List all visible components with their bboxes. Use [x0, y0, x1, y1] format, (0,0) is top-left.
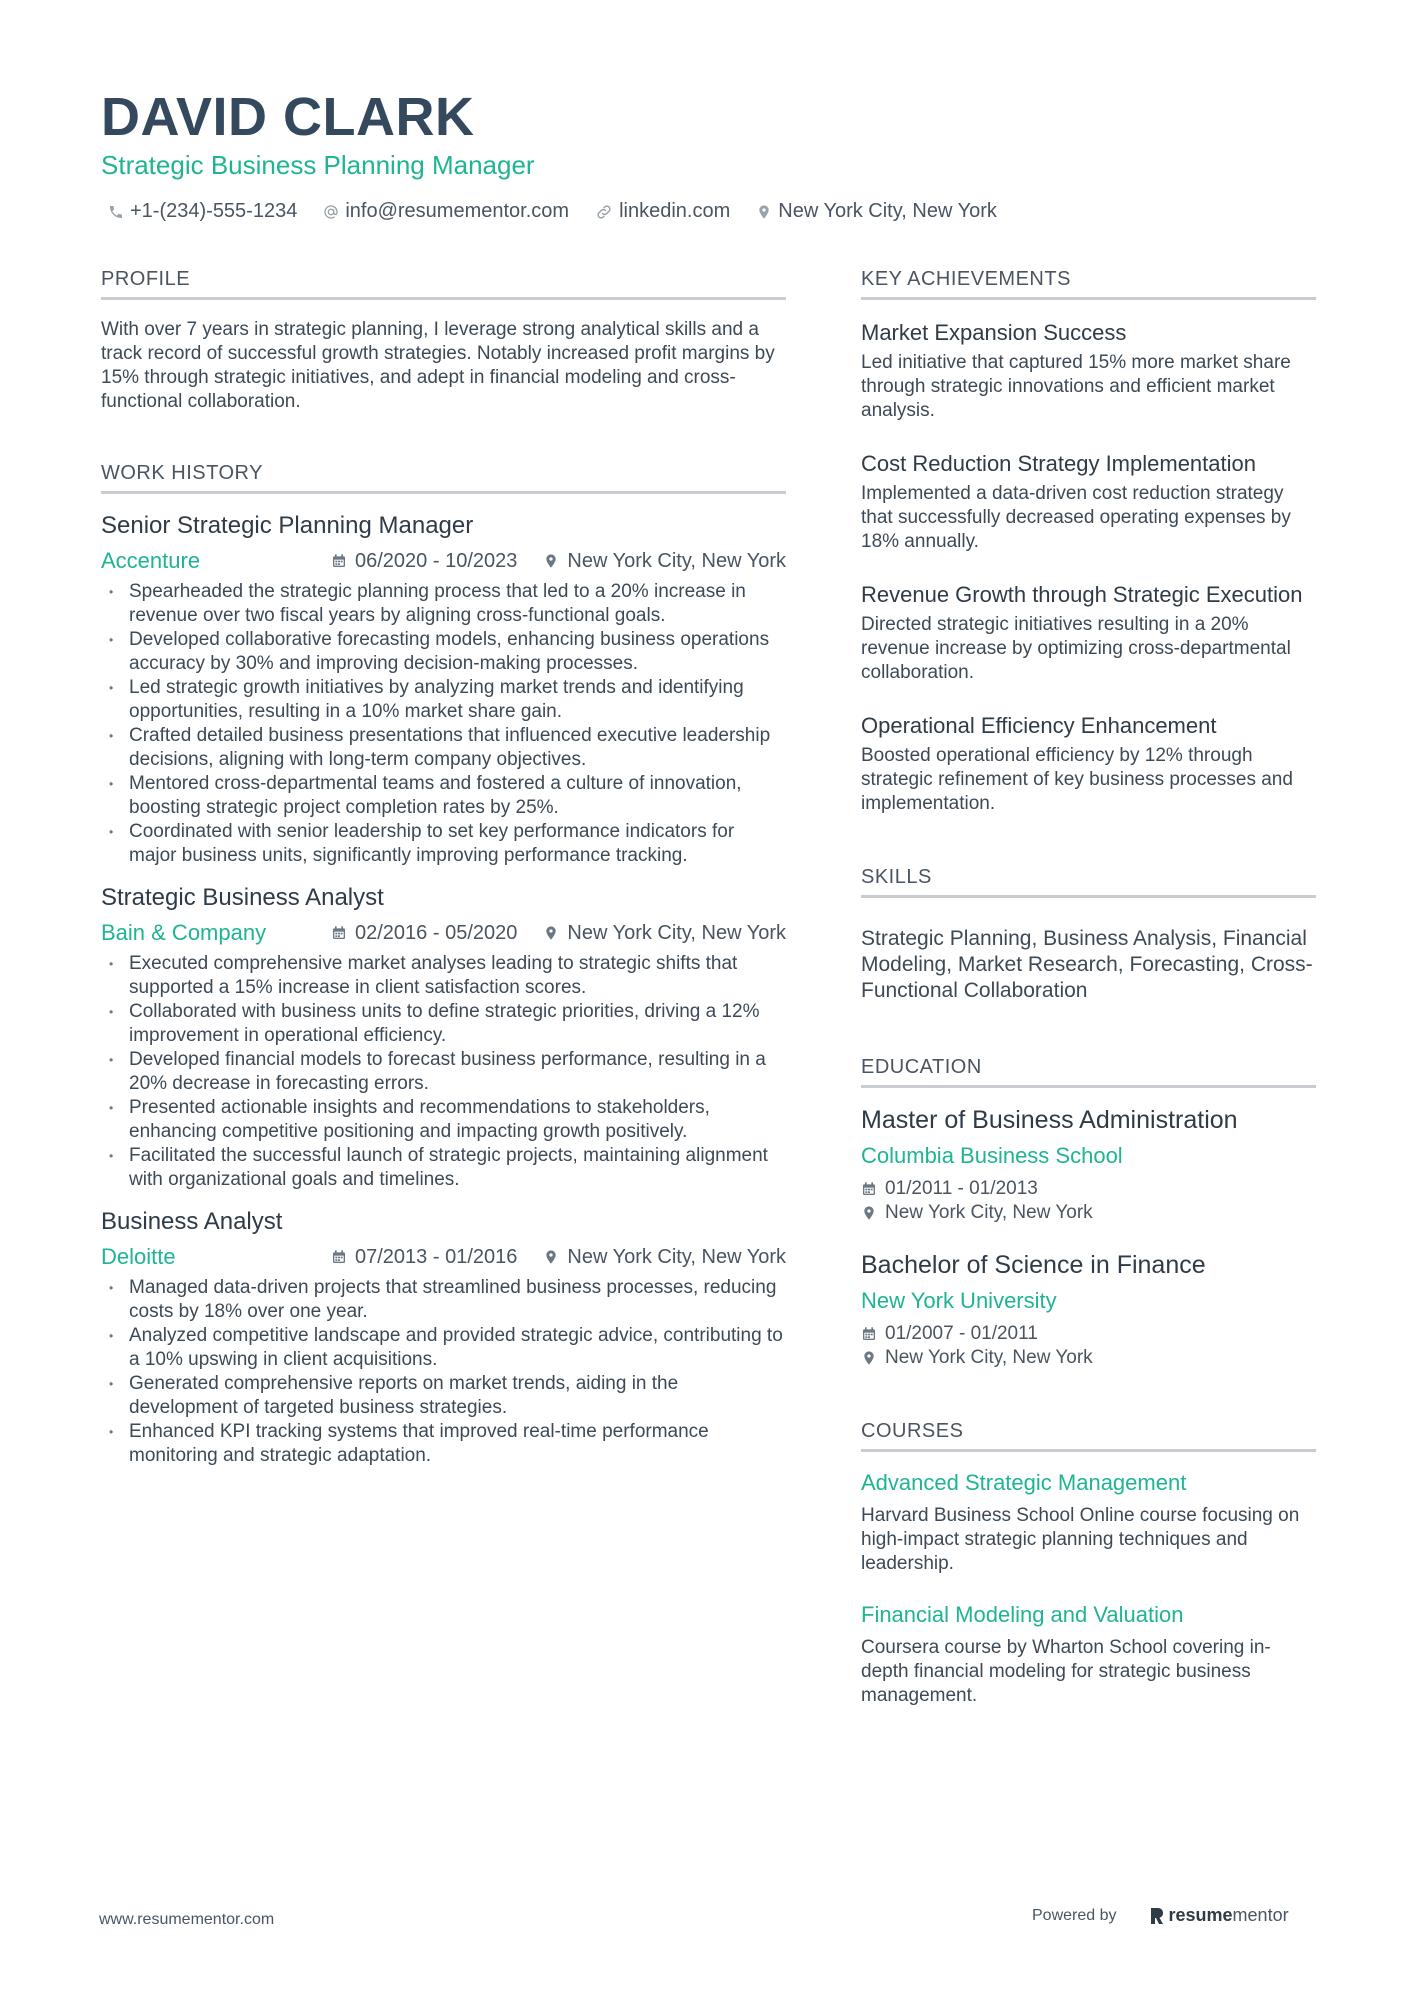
achievement-desc: Boosted operational efficiency by 12% through strategic refinement of key business processes and implementation. — [861, 745, 1293, 814]
contact-bar — [108, 200, 1023, 223]
skills-text: Strategic Planning, Business Analysis, Financial Modeling, Market Research, Forecasting, Cross-Functional Collaboration — [861, 927, 1313, 1002]
achievements-heading: KEY ACHIEVEMENTS — [861, 268, 1316, 300]
company-name: Bain & Company — [101, 920, 267, 945]
right-column — [861, 268, 1316, 1734]
job-title: Senior Strategic Planning Manager — [101, 512, 474, 539]
course-desc: Harvard Business School Online course focusing on high-impact strategic planning techniques and leadership. — [861, 1505, 1300, 1574]
contact-phone — [108, 200, 297, 223]
left-column — [101, 268, 786, 1484]
job-entry — [101, 512, 786, 868]
brand-bold: resume — [1168, 1905, 1233, 1925]
calendar-icon — [861, 1180, 877, 1198]
achievement-title: Market Expansion Success — [861, 320, 1127, 345]
map-pin-icon — [543, 924, 559, 942]
brand-light: mentor — [1232, 1905, 1289, 1925]
job-bullets — [101, 1276, 786, 1468]
map-pin-icon — [861, 1349, 877, 1367]
job-bullet: • Enhanced KPI tracking systems that improved real-time performance monitoring and strategic adaptation. — [101, 1420, 786, 1468]
job-bullet: • Facilitated the successful launch of strategic projects, maintaining alignment with organizational goals and timelines. — [101, 1144, 786, 1192]
calendar-icon — [331, 552, 347, 570]
map-pin-icon — [756, 203, 772, 221]
footer-powered — [1032, 1905, 1289, 1926]
job-bullet: • Spearheaded the strategic planning process that led to a 20% increase in revenue over two fiscal years by aligning cross-functional goals. — [101, 580, 786, 628]
profile-text: With over 7 years in strategic planning, I leverage strong analytical skills and a track record of successful growth strategies. Notably increased profit margins by 15% through strategic initiatives, and adept in financial modeling and cross-functional collaboration. — [101, 319, 775, 412]
job-bullet: • Executed comprehensive market analyses leading to strategic shifts that supported a 15% increase in client satisfaction scores. — [101, 952, 786, 1000]
profile-heading: PROFILE — [101, 268, 786, 300]
footer-website[interactable]: www.resumementor.com — [99, 1911, 275, 1928]
job-dates: 02/2016 - 05/2020 — [355, 921, 518, 944]
job-entry — [101, 884, 786, 1192]
achievement-title: Operational Efficiency Enhancement — [861, 713, 1217, 738]
job-bullet: • Analyzed competitive landscape and provided strategic advice, contributing to a 10% upswing in client acquisitions. — [101, 1324, 786, 1372]
job-title: Business Analyst — [101, 1208, 283, 1235]
job-bullet: • Led strategic growth initiatives by analyzing market trends and identifying opportunities, resulting in a 10% market share gain. — [101, 676, 786, 724]
contact-linkedin — [595, 200, 730, 223]
powered-by-text: Powered by — [1032, 1906, 1117, 1924]
achievement-item — [861, 318, 1316, 423]
job-meta — [101, 548, 786, 574]
location-text: New York City, New York — [778, 200, 997, 222]
job-bullet: • Coordinated with senior leadership to set key performance indicators for major business units, significantly improving performance tracking. — [101, 820, 786, 868]
map-pin-icon — [861, 1204, 877, 1222]
education-location: New York City, New York — [885, 1202, 1093, 1223]
map-pin-icon — [543, 1248, 559, 1266]
candidate-title: Strategic Business Planning Manager — [101, 150, 535, 180]
job-bullet: • Managed data-driven projects that streamlined business processes, reducing costs by 18% over one year. — [101, 1276, 786, 1324]
resumementor-logo-icon — [1149, 1906, 1165, 1926]
education-school: Columbia Business School — [861, 1143, 1123, 1168]
email-text: info@resumementor.com — [345, 200, 570, 222]
education-degree: Bachelor of Science in Finance — [861, 1251, 1206, 1279]
job-bullet: • Mentored cross-departmental teams and fostered a culture of innovation, boosting strategic project completion rates by 25%. — [101, 772, 786, 820]
achievement-item — [861, 580, 1316, 685]
courses-heading: COURSES — [861, 1420, 1316, 1452]
job-bullets — [101, 952, 786, 1192]
job-location: New York City, New York — [567, 1245, 786, 1268]
course-title: Advanced Strategic Management — [861, 1470, 1187, 1495]
course-item — [861, 1602, 1316, 1708]
job-meta — [101, 1244, 786, 1270]
achievement-title: Cost Reduction Strategy Implementation — [861, 451, 1256, 476]
company-name: Accenture — [101, 548, 201, 573]
achievement-desc: Led initiative that captured 15% more market share through strategic innovations and efficient market analysis. — [861, 352, 1291, 421]
education-school: New York University — [861, 1288, 1057, 1313]
achievement-item — [861, 449, 1316, 554]
education-item — [861, 1251, 1316, 1370]
job-meta — [101, 920, 786, 946]
achievement-desc: Implemented a data-driven cost reduction strategy that successfully decreased operating expenses by 18% annually. — [861, 483, 1291, 552]
job-bullet: • Presented actionable insights and recommendations to stakeholders, enhancing competitive positioning and impacting growth positively. — [101, 1096, 786, 1144]
map-pin-icon — [543, 552, 559, 570]
candidate-name: DAVID CLARK — [101, 87, 475, 147]
link-icon — [595, 203, 613, 221]
company-name: Deloitte — [101, 1244, 176, 1269]
education-item — [861, 1106, 1316, 1225]
course-desc: Coursera course by Wharton School covering in-depth financial modeling for strategic business management. — [861, 1637, 1271, 1706]
job-entry — [101, 1208, 786, 1468]
education-heading: EDUCATION — [861, 1056, 1316, 1088]
job-bullet: • Crafted detailed business presentations that influenced executive leadership decisions, aligning with long-term company objectives. — [101, 724, 786, 772]
job-bullet: • Developed collaborative forecasting models, enhancing business operations accuracy by 30% and improving decision-making processes. — [101, 628, 786, 676]
job-bullet: • Generated comprehensive reports on market trends, aiding in the development of targeted business strategies. — [101, 1372, 786, 1420]
calendar-icon — [331, 924, 347, 942]
skills-heading: SKILLS — [861, 866, 1316, 898]
job-bullet: • Developed financial models to forecast business performance, resulting in a 20% decrease in forecasting errors. — [101, 1048, 786, 1096]
calendar-icon — [861, 1325, 877, 1343]
linkedin-text: linkedin.com — [619, 200, 731, 222]
job-dates: 06/2020 - 10/2023 — [355, 549, 518, 572]
education-dates: 01/2007 - 01/2011 — [885, 1323, 1038, 1344]
phone-icon — [108, 204, 124, 220]
job-dates: 07/2013 - 01/2016 — [355, 1245, 518, 1268]
contact-location — [756, 200, 997, 223]
education-location: New York City, New York — [885, 1347, 1093, 1368]
at-icon — [323, 204, 339, 220]
job-location: New York City, New York — [567, 921, 786, 944]
calendar-icon — [331, 1248, 347, 1266]
course-title: Financial Modeling and Valuation — [861, 1602, 1184, 1627]
job-location: New York City, New York — [567, 549, 786, 572]
education-dates: 01/2011 - 01/2013 — [885, 1178, 1038, 1199]
achievement-item — [861, 711, 1316, 816]
achievement-title: Revenue Growth through Strategic Execution — [861, 582, 1303, 607]
brand-logo[interactable] — [1149, 1905, 1289, 1926]
job-bullet: • Collaborated with business units to define strategic priorities, driving a 12% improvement in operational efficiency. — [101, 1000, 786, 1048]
education-degree: Master of Business Administration — [861, 1106, 1238, 1134]
achievement-desc: Directed strategic initiatives resulting in a 20% revenue increase by optimizing cross-departmental collaboration. — [861, 614, 1291, 683]
phone-text: +1-(234)-555-1234 — [130, 200, 298, 222]
job-title: Strategic Business Analyst — [101, 884, 384, 911]
course-item — [861, 1470, 1316, 1576]
work-history-heading: WORK HISTORY — [101, 462, 786, 494]
contact-email — [323, 200, 569, 223]
job-bullets — [101, 580, 786, 868]
